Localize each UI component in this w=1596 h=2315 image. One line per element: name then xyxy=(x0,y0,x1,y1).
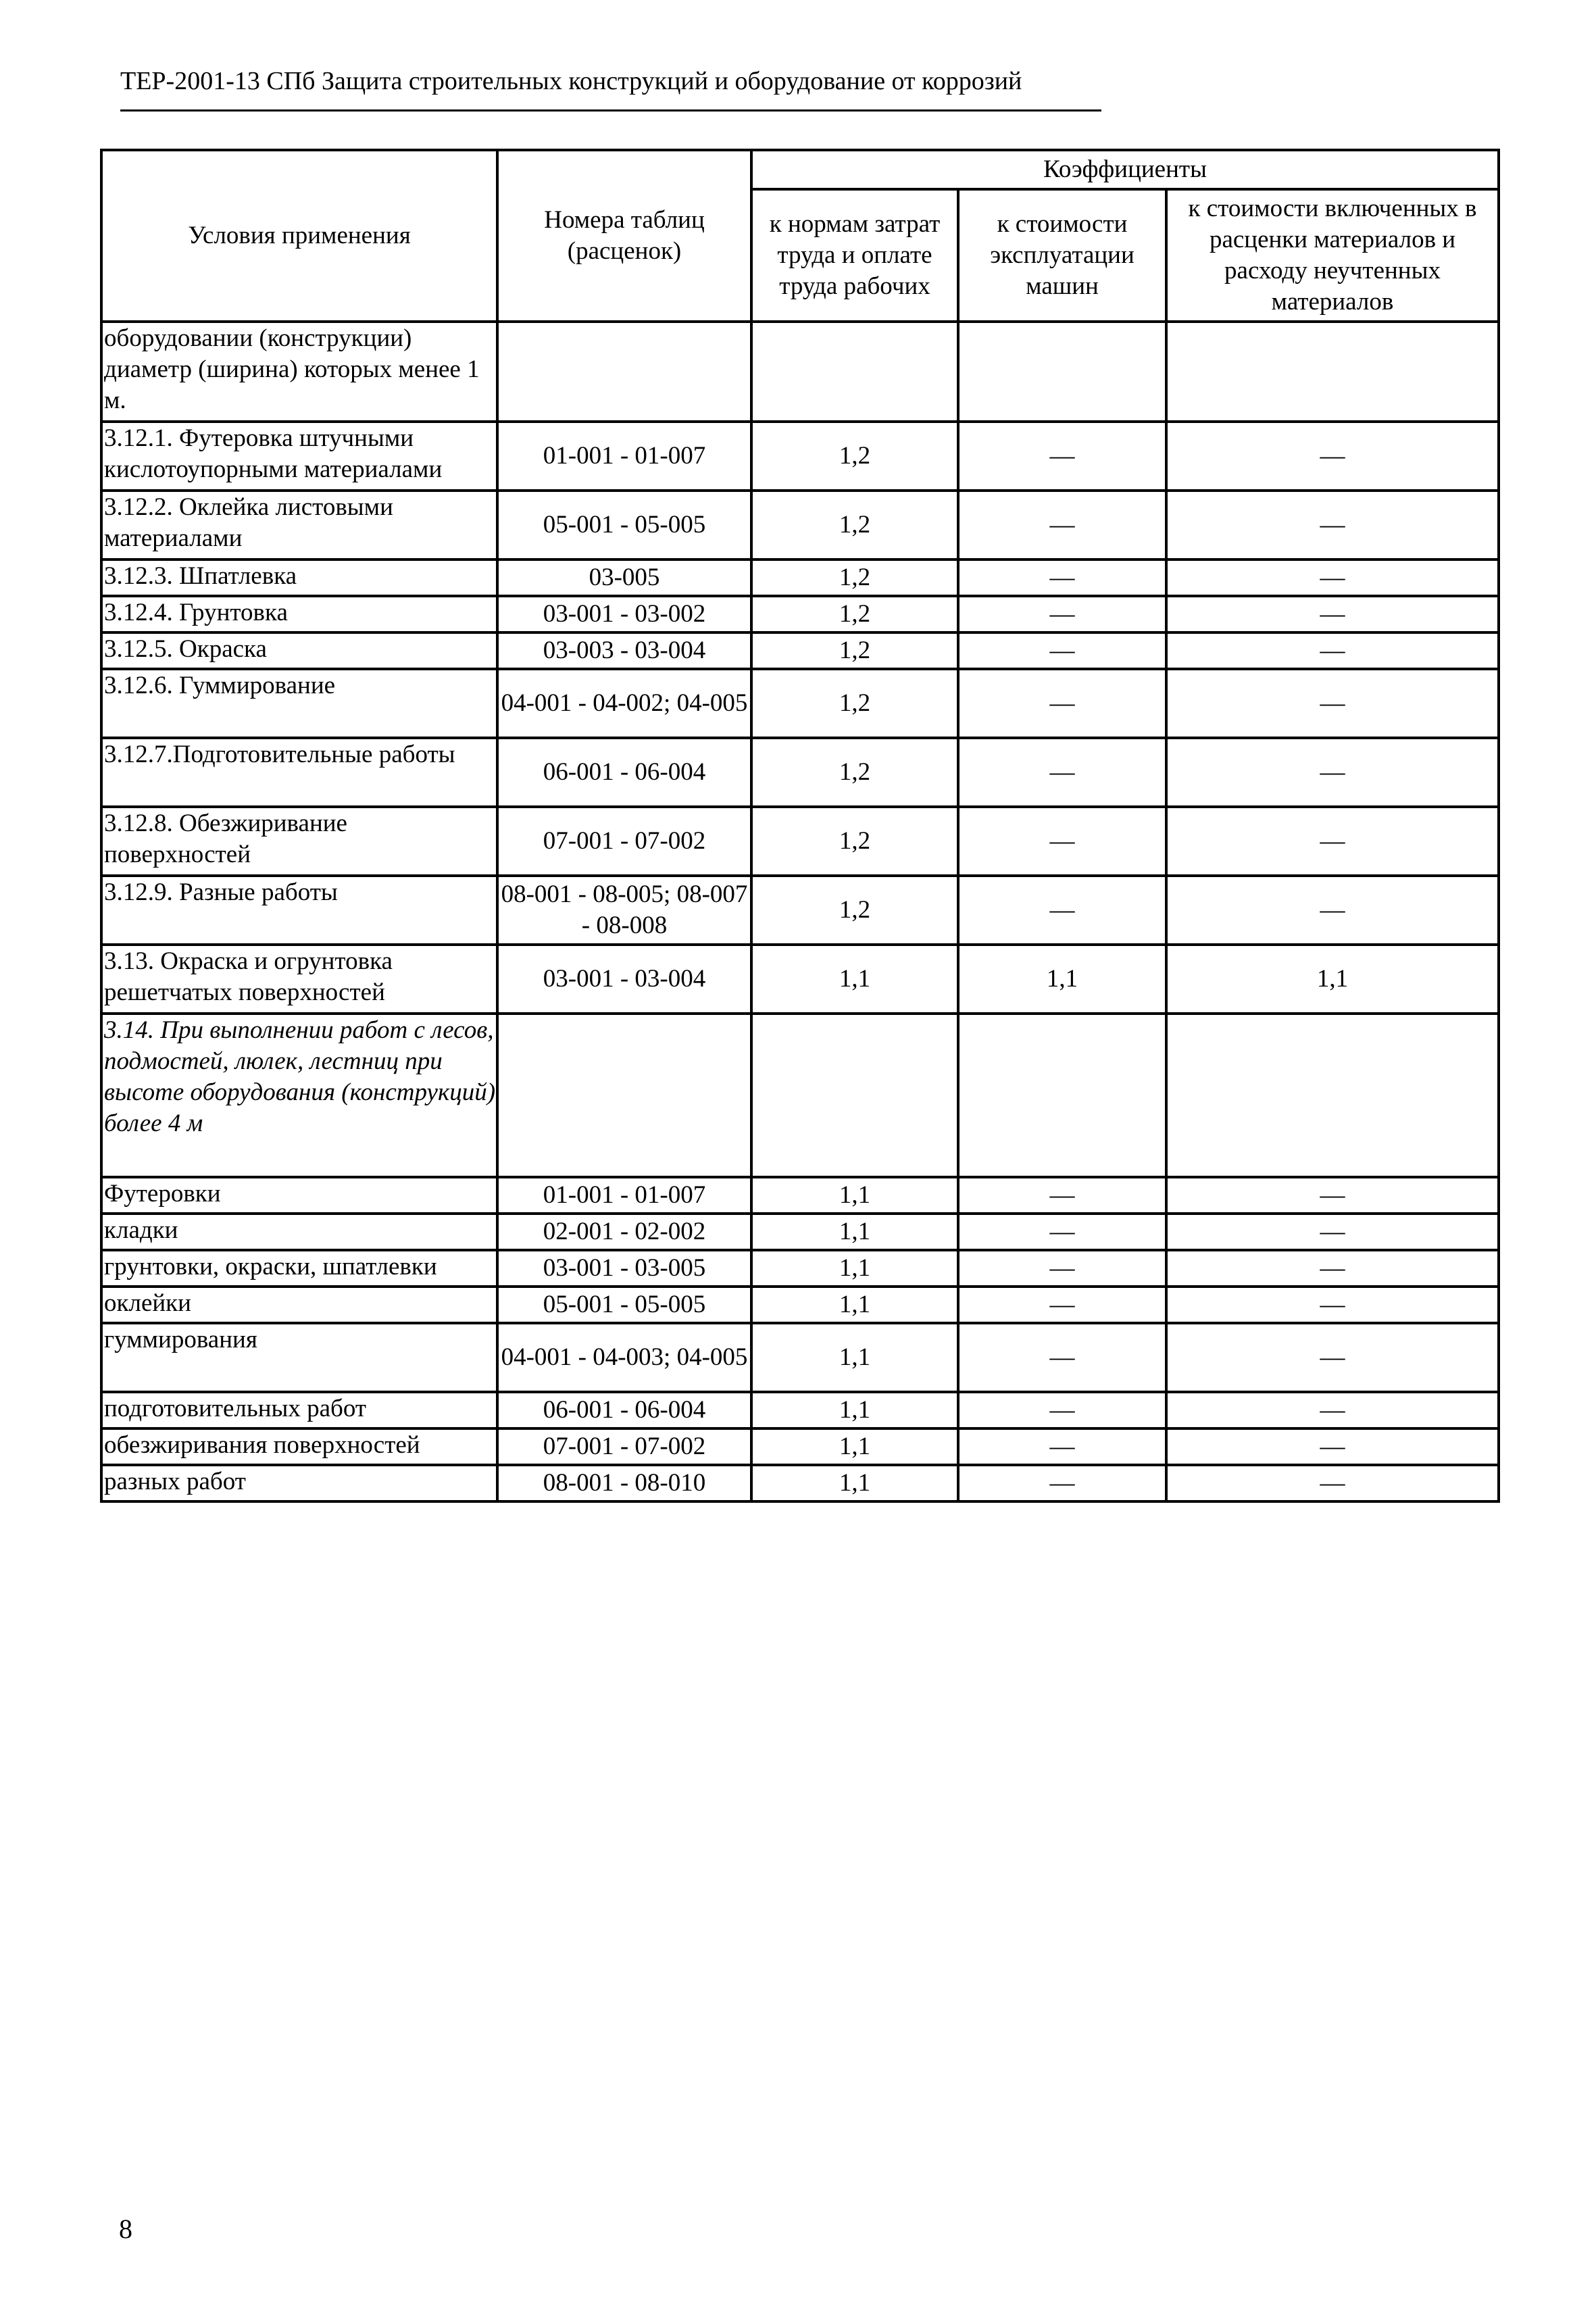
cell-condition: 3.12.2. Оклейка листовыми материалами xyxy=(101,491,497,559)
cell-tables: 03-005 xyxy=(497,559,751,596)
cell-condition: 3.12.3. Шпатлевка xyxy=(101,559,497,596)
cell-materials: — xyxy=(1166,669,1499,738)
cell-machines: — xyxy=(958,876,1166,945)
cell-materials: — xyxy=(1166,1250,1499,1287)
table-row xyxy=(101,559,1499,596)
cell-materials: — xyxy=(1166,1392,1499,1428)
cell-machines: — xyxy=(958,738,1166,807)
cell-tables: 08-001 - 08-005; 08-007 - 08-008 xyxy=(497,876,751,945)
cell-labor: 1,2 xyxy=(751,596,958,632)
column-header-coefficients: Коэффициенты xyxy=(751,150,1499,189)
column-header-machines: к стоимости эксплуатации машин xyxy=(958,189,1166,322)
cell-tables: 07-001 - 07-002 xyxy=(497,1428,751,1465)
coefficients-table xyxy=(100,149,1500,1503)
cell-machines: 1,1 xyxy=(958,945,1166,1014)
cell-condition: 3.12.7.Подготовительные работы xyxy=(101,738,497,807)
page-header-title: ТЕР-2001-13 СПб Защита строительных конструкций и оборудование от коррозий xyxy=(120,67,1022,95)
cell-condition: 3.12.1. Футеровка штучными кислотоупорными материалами xyxy=(101,422,497,491)
cell-condition: подготовительных работ xyxy=(101,1392,497,1428)
cell-machines: — xyxy=(958,807,1166,876)
cell-tables: 02-001 - 02-002 xyxy=(497,1214,751,1250)
table-row xyxy=(101,596,1499,632)
cell-labor: 1,2 xyxy=(751,876,958,945)
table-row xyxy=(101,1428,1499,1465)
cell-machines: — xyxy=(958,669,1166,738)
cell-materials: — xyxy=(1166,1428,1499,1465)
cell-materials xyxy=(1166,1014,1499,1177)
cell-condition: оклейки xyxy=(101,1287,497,1323)
table-row xyxy=(101,1323,1499,1392)
cell-condition: 3.12.4. Грунтовка xyxy=(101,596,497,632)
cell-labor: 1,1 xyxy=(751,1323,958,1392)
cell-condition: обезжиривания поверхностей xyxy=(101,1428,497,1465)
cell-machines: — xyxy=(958,1392,1166,1428)
page-number: 8 xyxy=(119,2214,132,2244)
table-row xyxy=(101,322,1499,422)
cell-materials xyxy=(1166,322,1499,422)
header-rule xyxy=(120,109,1101,111)
cell-tables: 04-001 - 04-003; 04-005 xyxy=(497,1323,751,1392)
cell-machines xyxy=(958,322,1166,422)
cell-materials: — xyxy=(1166,807,1499,876)
cell-tables: 06-001 - 06-004 xyxy=(497,738,751,807)
cell-machines: — xyxy=(958,1465,1166,1501)
column-header-materials: к стоимости включенных в расценки материалов и расходу неучтенных материалов xyxy=(1166,189,1499,322)
table-row xyxy=(101,807,1499,876)
cell-condition: 3.12.9. Разные работы xyxy=(101,876,497,945)
cell-labor: 1,1 xyxy=(751,945,958,1014)
cell-machines: — xyxy=(958,1287,1166,1323)
table-row xyxy=(101,1014,1499,1177)
table-row xyxy=(101,1287,1499,1323)
cell-labor: 1,1 xyxy=(751,1428,958,1465)
cell-labor: 1,2 xyxy=(751,669,958,738)
cell-labor: 1,1 xyxy=(751,1287,958,1323)
cell-materials: — xyxy=(1166,1214,1499,1250)
table-row xyxy=(101,669,1499,738)
cell-materials: — xyxy=(1166,422,1499,491)
cell-condition: грунтовки, окраски, шпатлевки xyxy=(101,1250,497,1287)
cell-labor: 1,1 xyxy=(751,1465,958,1501)
cell-labor xyxy=(751,322,958,422)
cell-materials: — xyxy=(1166,491,1499,559)
cell-materials: 1,1 xyxy=(1166,945,1499,1014)
cell-tables: 06-001 - 06-004 xyxy=(497,1392,751,1428)
column-header-labor: к нормам затрат труда и оплате труда рабочих xyxy=(751,189,958,322)
table-row xyxy=(101,422,1499,491)
cell-tables: 03-001 - 03-005 xyxy=(497,1250,751,1287)
cell-tables: 03-001 - 03-004 xyxy=(497,945,751,1014)
cell-machines: — xyxy=(958,1428,1166,1465)
table-row xyxy=(101,876,1499,945)
cell-condition: 3.12.6. Гуммирование xyxy=(101,669,497,738)
cell-materials: — xyxy=(1166,1323,1499,1392)
cell-machines xyxy=(958,1014,1166,1177)
cell-materials: — xyxy=(1166,1287,1499,1323)
cell-machines: — xyxy=(958,596,1166,632)
cell-labor: 1,1 xyxy=(751,1250,958,1287)
cell-machines: — xyxy=(958,559,1166,596)
cell-condition: 3.13. Окраска и огрунтовка решетчатых поверхностей xyxy=(101,945,497,1014)
cell-tables: 01-001 - 01-007 xyxy=(497,422,751,491)
cell-tables: 08-001 - 08-010 xyxy=(497,1465,751,1501)
cell-labor xyxy=(751,1014,958,1177)
cell-machines: — xyxy=(958,1250,1166,1287)
cell-labor: 1,1 xyxy=(751,1177,958,1214)
cell-tables: 03-001 - 03-002 xyxy=(497,596,751,632)
cell-labor: 1,2 xyxy=(751,422,958,491)
cell-materials: — xyxy=(1166,596,1499,632)
cell-machines: — xyxy=(958,1323,1166,1392)
column-header-table-numbers: Номера таблиц (расценок) xyxy=(497,150,751,322)
cell-machines: — xyxy=(958,1177,1166,1214)
table-row xyxy=(101,632,1499,669)
cell-condition: 3.12.5. Окраска xyxy=(101,632,497,669)
cell-condition: оборудовании (конструкции) диаметр (ширина) которых менее 1 м. xyxy=(101,322,497,422)
cell-labor: 1,1 xyxy=(751,1214,958,1250)
cell-condition: гуммирования xyxy=(101,1323,497,1392)
cell-condition: 3.12.8. Обезжиривание поверхностей xyxy=(101,807,497,876)
table-row xyxy=(101,738,1499,807)
table-row xyxy=(101,1392,1499,1428)
column-header-conditions: Условия применения xyxy=(101,150,497,322)
cell-labor: 1,2 xyxy=(751,807,958,876)
cell-condition: 3.14. При выполнении работ с лесов, подмостей, люлек, лестниц при высоте оборудования (конструкций) более 4 м xyxy=(101,1014,497,1177)
cell-materials: — xyxy=(1166,876,1499,945)
table-row xyxy=(101,1465,1499,1501)
table-row xyxy=(101,1250,1499,1287)
table-row xyxy=(101,491,1499,559)
table-row xyxy=(101,945,1499,1014)
cell-labor: 1,2 xyxy=(751,738,958,807)
cell-materials: — xyxy=(1166,738,1499,807)
cell-tables xyxy=(497,322,751,422)
table-row xyxy=(101,1177,1499,1214)
cell-condition: Футеровки xyxy=(101,1177,497,1214)
cell-labor: 1,2 xyxy=(751,559,958,596)
cell-machines: — xyxy=(958,632,1166,669)
cell-tables: 05-001 - 05-005 xyxy=(497,491,751,559)
cell-tables: 03-003 - 03-004 xyxy=(497,632,751,669)
table-row xyxy=(101,1214,1499,1250)
cell-machines: — xyxy=(958,422,1166,491)
cell-materials: — xyxy=(1166,632,1499,669)
cell-labor: 1,2 xyxy=(751,491,958,559)
cell-materials: — xyxy=(1166,1465,1499,1501)
cell-tables: 04-001 - 04-002; 04-005 xyxy=(497,669,751,738)
cell-tables xyxy=(497,1014,751,1177)
cell-condition: кладки xyxy=(101,1214,497,1250)
cell-tables: 05-001 - 05-005 xyxy=(497,1287,751,1323)
table-body xyxy=(101,322,1499,1501)
cell-labor: 1,1 xyxy=(751,1392,958,1428)
cell-machines: — xyxy=(958,1214,1166,1250)
cell-tables: 07-001 - 07-002 xyxy=(497,807,751,876)
cell-materials: — xyxy=(1166,1177,1499,1214)
cell-labor: 1,2 xyxy=(751,632,958,669)
cell-tables: 01-001 - 01-007 xyxy=(497,1177,751,1214)
cell-condition: разных работ xyxy=(101,1465,497,1501)
cell-materials: — xyxy=(1166,559,1499,596)
cell-machines: — xyxy=(958,491,1166,559)
